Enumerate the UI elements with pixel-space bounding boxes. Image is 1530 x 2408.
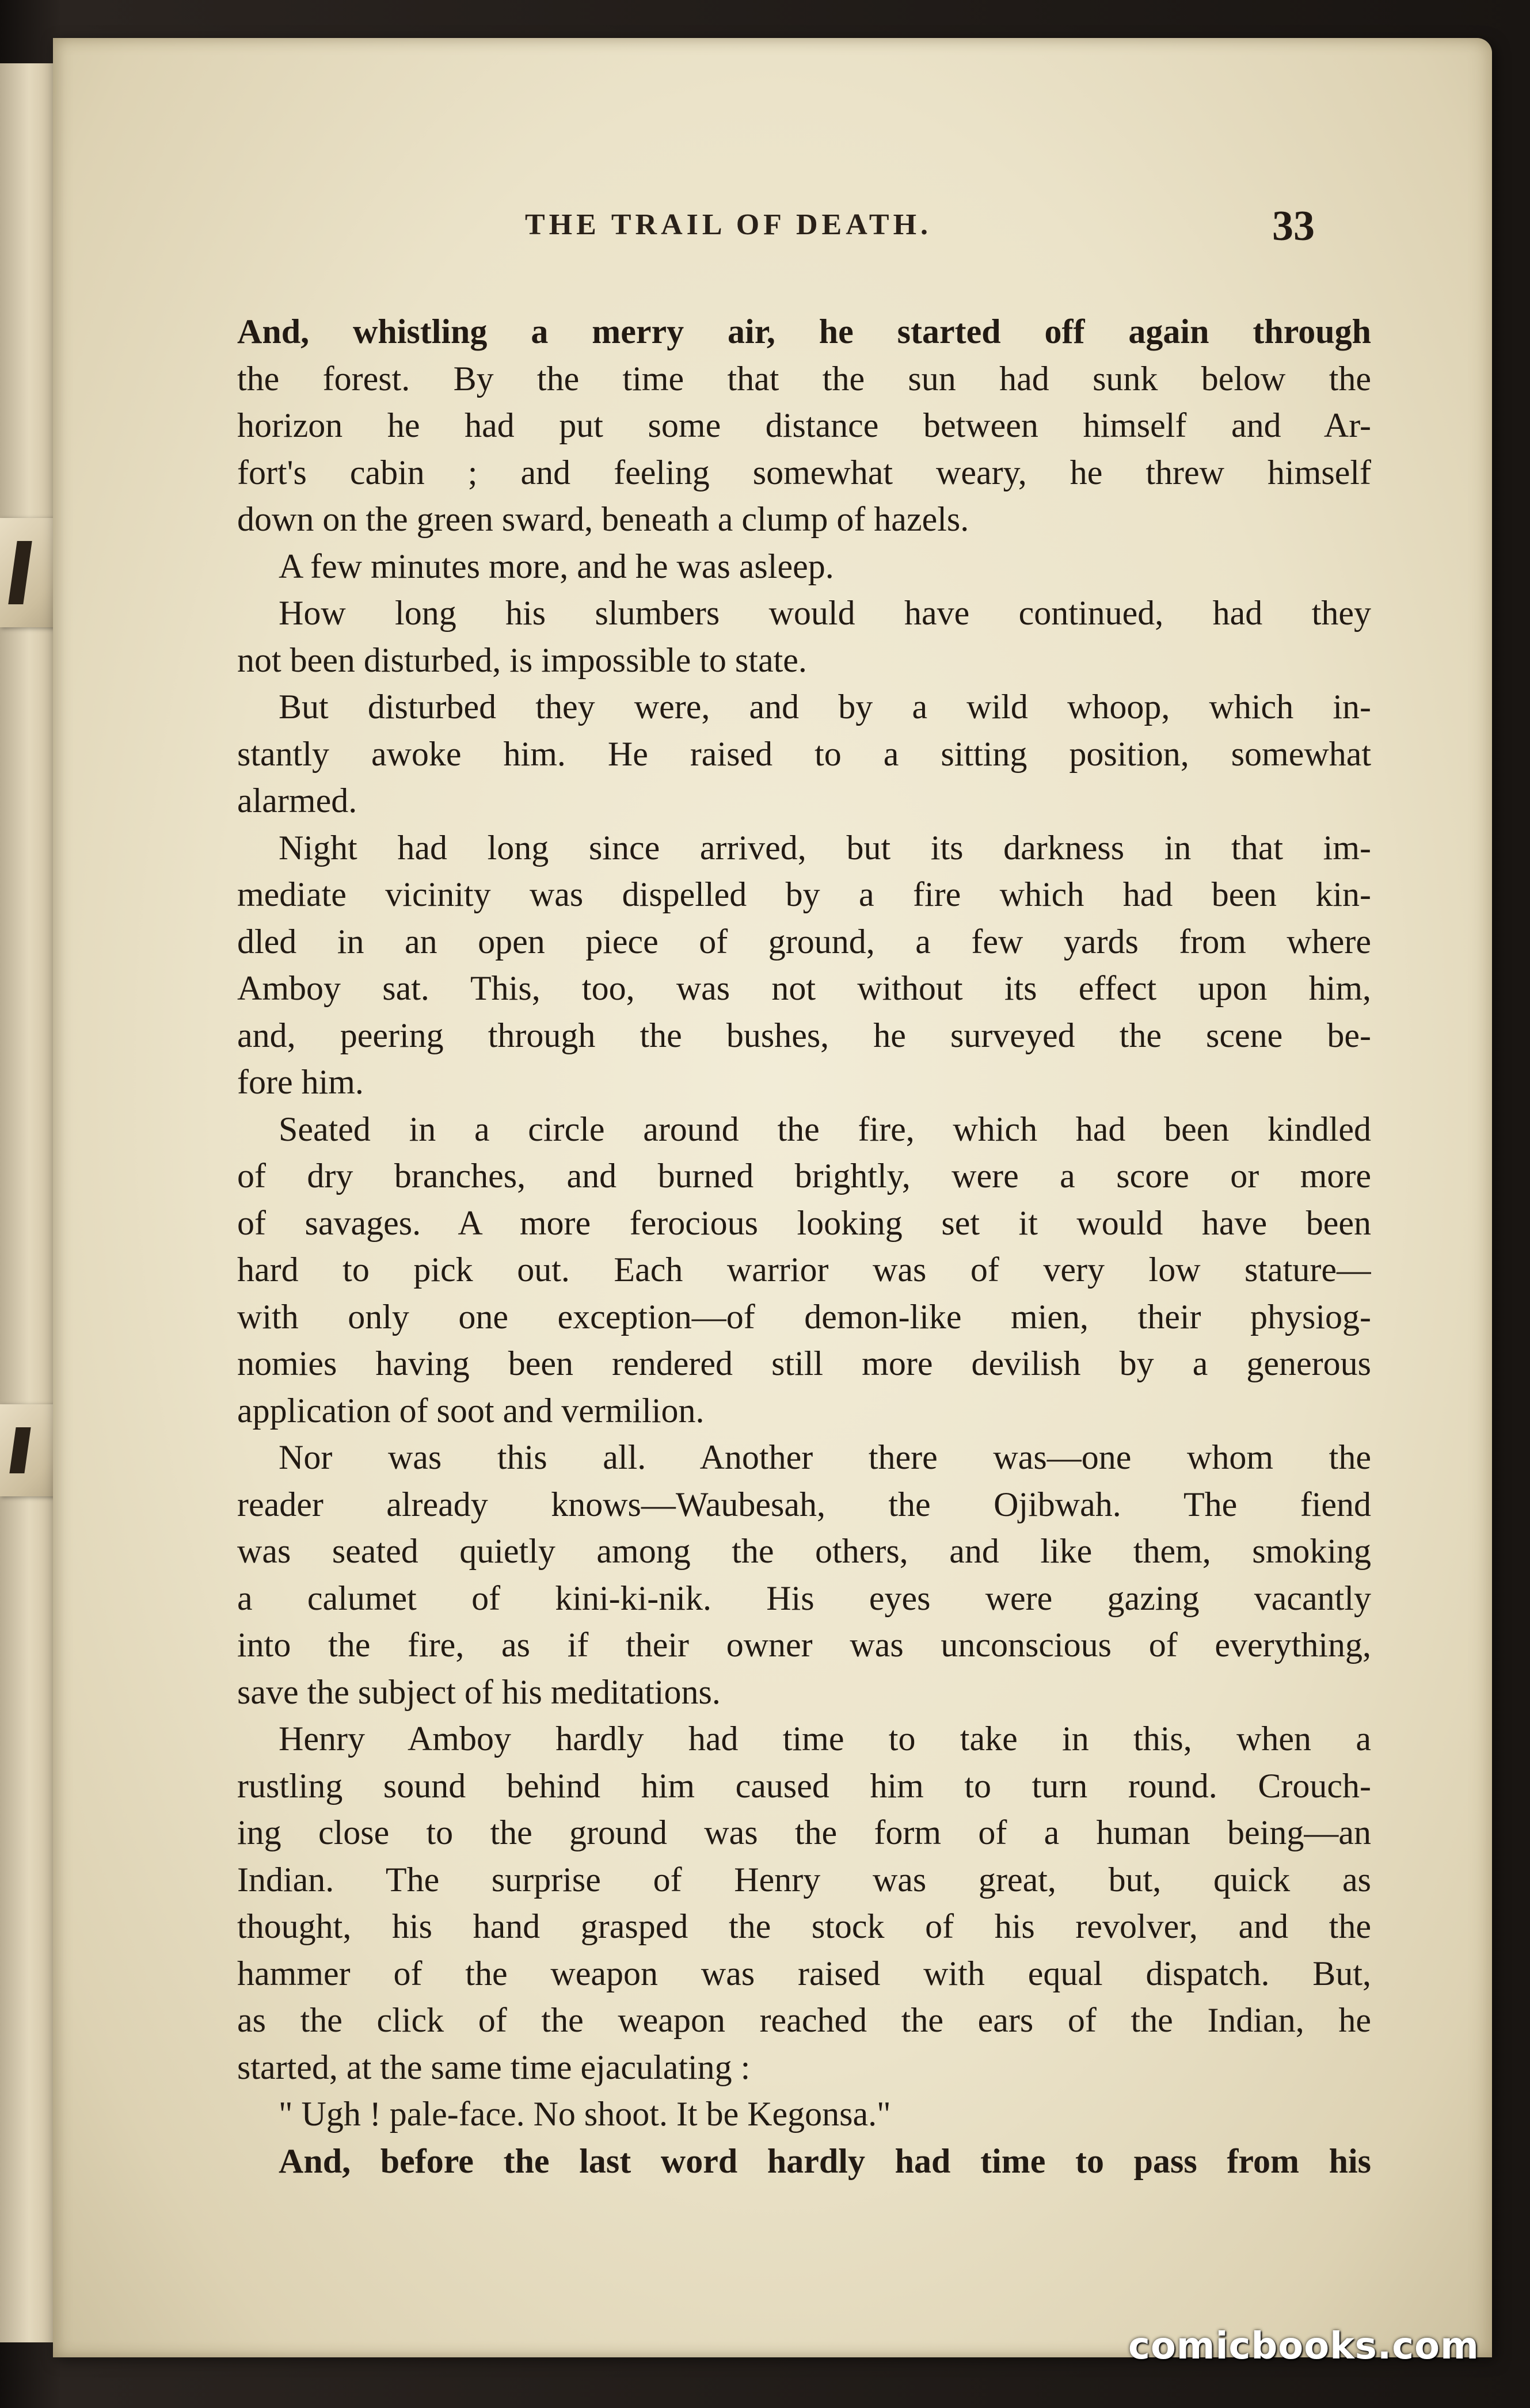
text-line: rustling sound behind him caused him to turn round. Crouch- (237, 1766, 1371, 1805)
text-line: And, before the last word hardly had time to pass from his (279, 2142, 1371, 2180)
binding-tab-mark (8, 541, 32, 604)
binding-tab-mark (9, 1427, 31, 1473)
page-number: 33 (1272, 203, 1315, 250)
text-line: started, at the same time ejaculating : (237, 2048, 751, 2086)
body-text (237, 308, 1371, 2185)
text-line: fort's cabin ; and feeling somewhat weary, he threw himself (237, 453, 1371, 491)
text-line: not been disturbed, is impossible to state. (237, 641, 807, 679)
text-line: nomies having been rendered still more devilish by a generous (237, 1344, 1371, 1382)
text-line: Nor was this all. Another there was—one whom the (279, 1438, 1371, 1476)
text-line: of savages. A more ferocious looking set it would have been (237, 1203, 1371, 1242)
text-line: Night had long since arrived, but its darkness in that im- (279, 828, 1371, 867)
text-line: Henry Amboy hardly had time to take in this, when a (279, 1720, 1371, 1758)
text-line: How long his slumbers would have continued, had they (279, 594, 1371, 632)
text-line: reader already knows—Waubesah, the Ojibwah. The fiend (237, 1485, 1371, 1523)
text-line: A few minutes more, and he was asleep. (279, 547, 834, 585)
text-line: was seated quietly among the others, and like them, smoking (237, 1532, 1371, 1570)
book-page (53, 38, 1492, 2357)
text-line: dled in an open piece of ground, a few yards from where (237, 922, 1371, 961)
text-line: with only one exception—of demon-like mien, their physiog- (237, 1297, 1371, 1336)
text-line: save the subject of his meditations. (237, 1672, 721, 1711)
text-line: Indian. The surprise of Henry was great, but, quick as (237, 1860, 1371, 1899)
text-line: ing close to the ground was the form of a human being—an (237, 1813, 1371, 1851)
text-line: And, whistling a merry air, he started off again through (237, 313, 1371, 350)
text-line: mediate vicinity was dispelled by a fire which had been kin- (237, 875, 1371, 913)
text-line: alarmed. (237, 782, 357, 820)
text-line: down on the green sward, beneath a clump of hazels. (237, 500, 969, 538)
running-title: THE TRAIL OF DEATH. (525, 208, 933, 241)
left-page-edge (0, 63, 55, 2342)
text-line: But disturbed they were, and by a wild whoop, which in- (279, 688, 1371, 726)
text-line: fore him. (237, 1063, 364, 1101)
watermark-logo: comicbooks.com (1128, 2325, 1479, 2368)
text-line: Seated in a circle around the fire, which had been kindled (279, 1110, 1371, 1148)
text-line: of dry branches, and burned brightly, were a score or more (237, 1157, 1371, 1195)
text-line: hammer of the weapon was raised with equal dispatch. But, (237, 1954, 1371, 1992)
text-line: and, peering through the bushes, he surveyed the scene be- (237, 1016, 1371, 1054)
text-line: a calumet of kini-ki-nik. His eyes were gazing vacantly (237, 1579, 1371, 1617)
text-line: Amboy sat. This, too, was not without its effect upon him, (237, 969, 1371, 1007)
text-line: as the click of the weapon reached the ears of the Indian, he (237, 2001, 1371, 2039)
running-head (53, 202, 1492, 254)
text-line: hard to pick out. Each warrior was of very low stature— (237, 1251, 1371, 1289)
text-line: the forest. By the time that the sun had sunk below the (237, 359, 1371, 398)
text-line: application of soot and vermilion. (237, 1391, 705, 1430)
text-line: into the fire, as if their owner was unconscious of everything, (237, 1626, 1371, 1664)
text-line: stantly awoke him. He raised to a sitting position, somewhat (237, 734, 1371, 773)
text-line: thought, his hand grasped the stock of his revolver, and the (237, 1907, 1371, 1945)
text-line: horizon he had put some distance between himself and Ar- (237, 406, 1371, 444)
text-line: " Ugh ! pale-face. No shoot. It be Kegonsa." (279, 2095, 891, 2133)
